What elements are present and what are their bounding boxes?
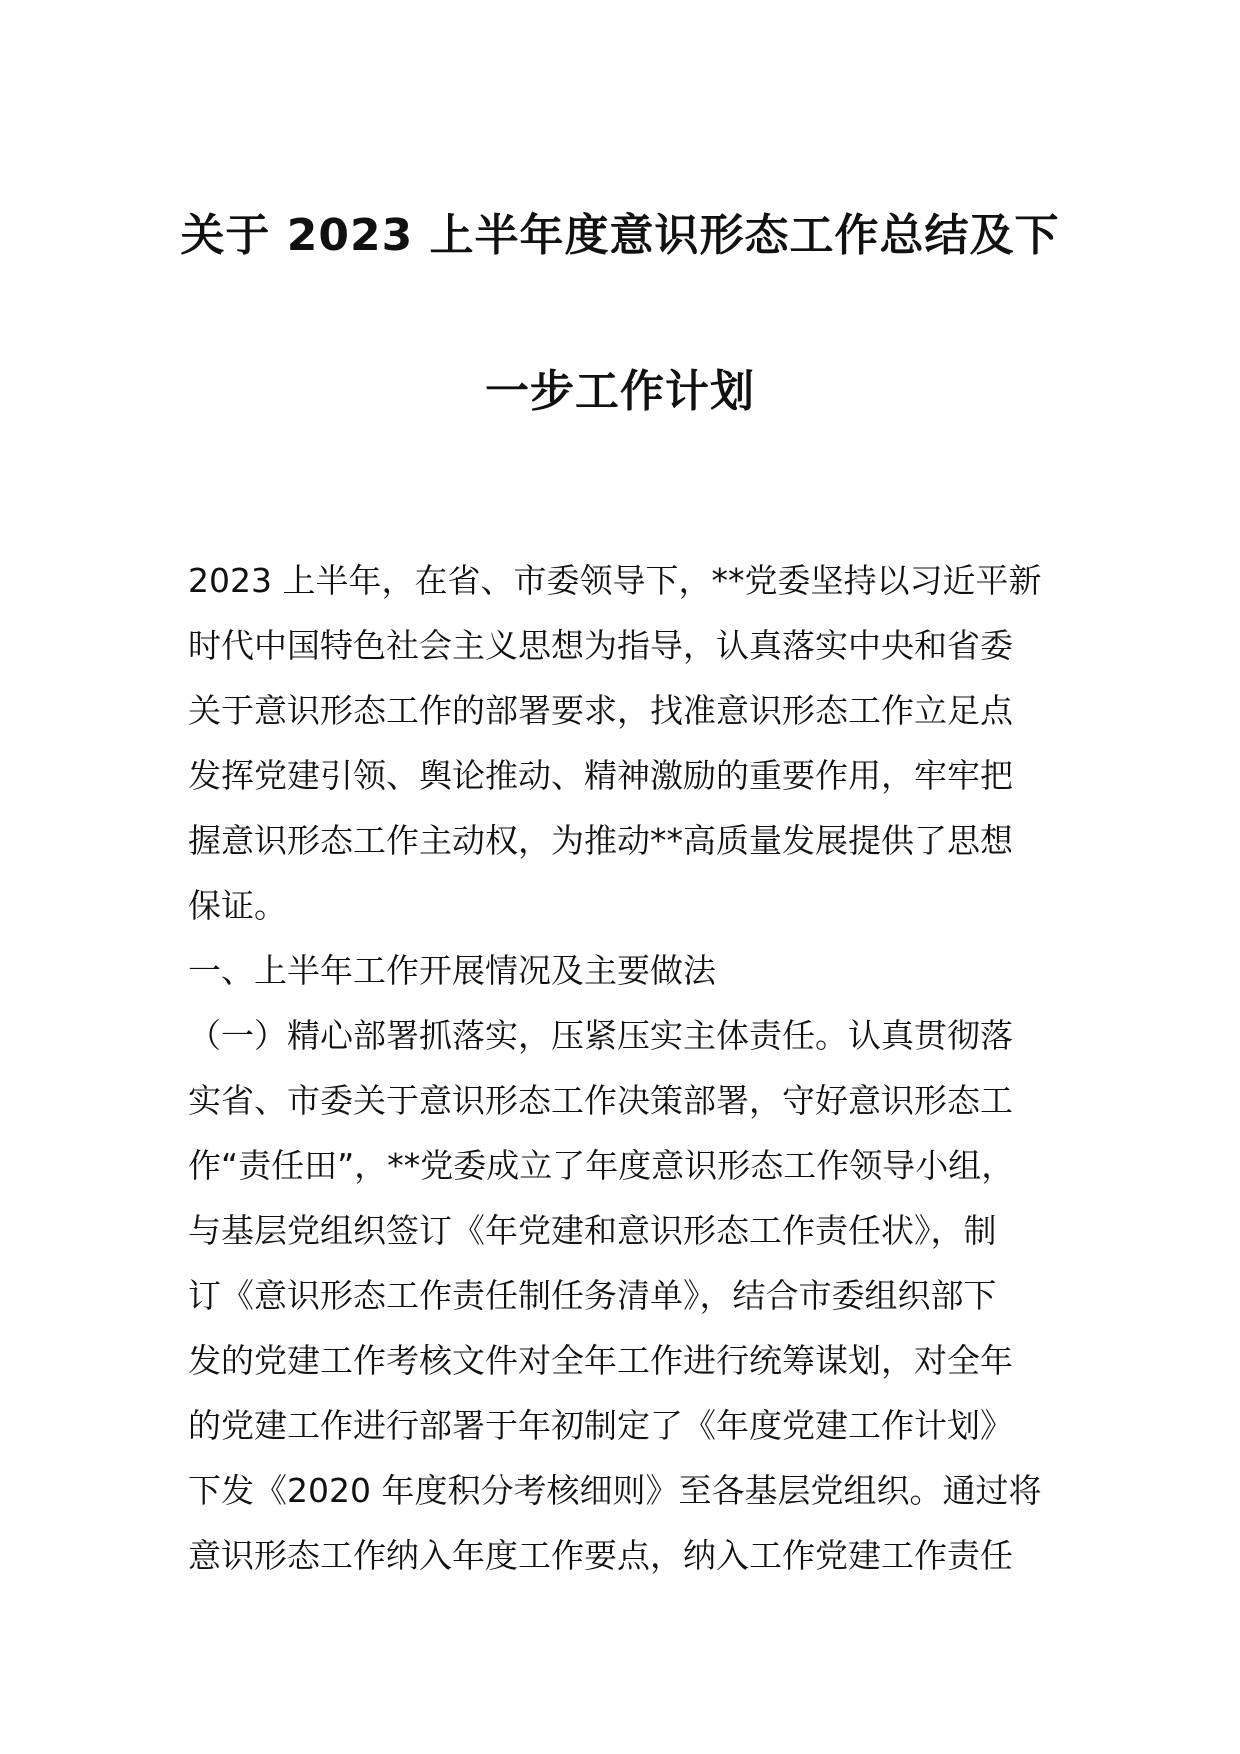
body-line: 时代中国特色社会主义思想为指导，认真落实中央和省委 [188,626,1013,665]
body-line: 实省、市委关于意识形态工作决策部署，守好意识形态工 [188,1081,1013,1120]
body-line: 发挥党建引领、舆论推动、精神激励的重要作用，牢牢把 [188,756,1013,795]
title-line-1: 关于 2023 上半年度意识形态工作总结及下 [180,210,1060,261]
body-line: 保证。 [188,886,287,925]
body-text [188,548,1088,1588]
body-line: 意识形态工作纳入年度工作要点，纳入工作党建工作责任 [188,1536,1013,1575]
body-line: 发的党建工作考核文件对全年工作进行统筹谋划，对全年 [188,1341,1013,1380]
body-line: 订《意识形态工作责任制任务清单》，结合市委组织部下 [188,1276,997,1315]
body-line: 下发《2020 年度积分考核细则》至各基层党组织。通过将 [188,1471,1042,1510]
body-line: （一）精心部署抓落实，压紧压实主体责任。认真贯彻落 [188,1016,1013,1055]
body-line: 2023 上半年，在省、市委领导下，**党委坚持以习近平新 [188,561,1042,600]
body-line: 关于意识形态工作的部署要求，找准意识形态工作立足点 [188,691,1013,730]
title-line-2: 一步工作计划 [485,366,755,417]
body-line: 握意识形态工作主动权，为推动**高质量发展提供了思想 [188,821,1013,860]
body-line: 与基层党组织签订《年党建和意识形态工作责任状》，制 [188,1211,997,1250]
body-line: 的党建工作进行部署于年初制定了《年度党建工作计划》 [188,1406,1013,1445]
body-line: 作“责任田”，**党委成立了年度意识形态工作领导小组， [188,1146,1015,1185]
section-heading: 一、上半年工作开展情况及主要做法 [188,951,716,990]
